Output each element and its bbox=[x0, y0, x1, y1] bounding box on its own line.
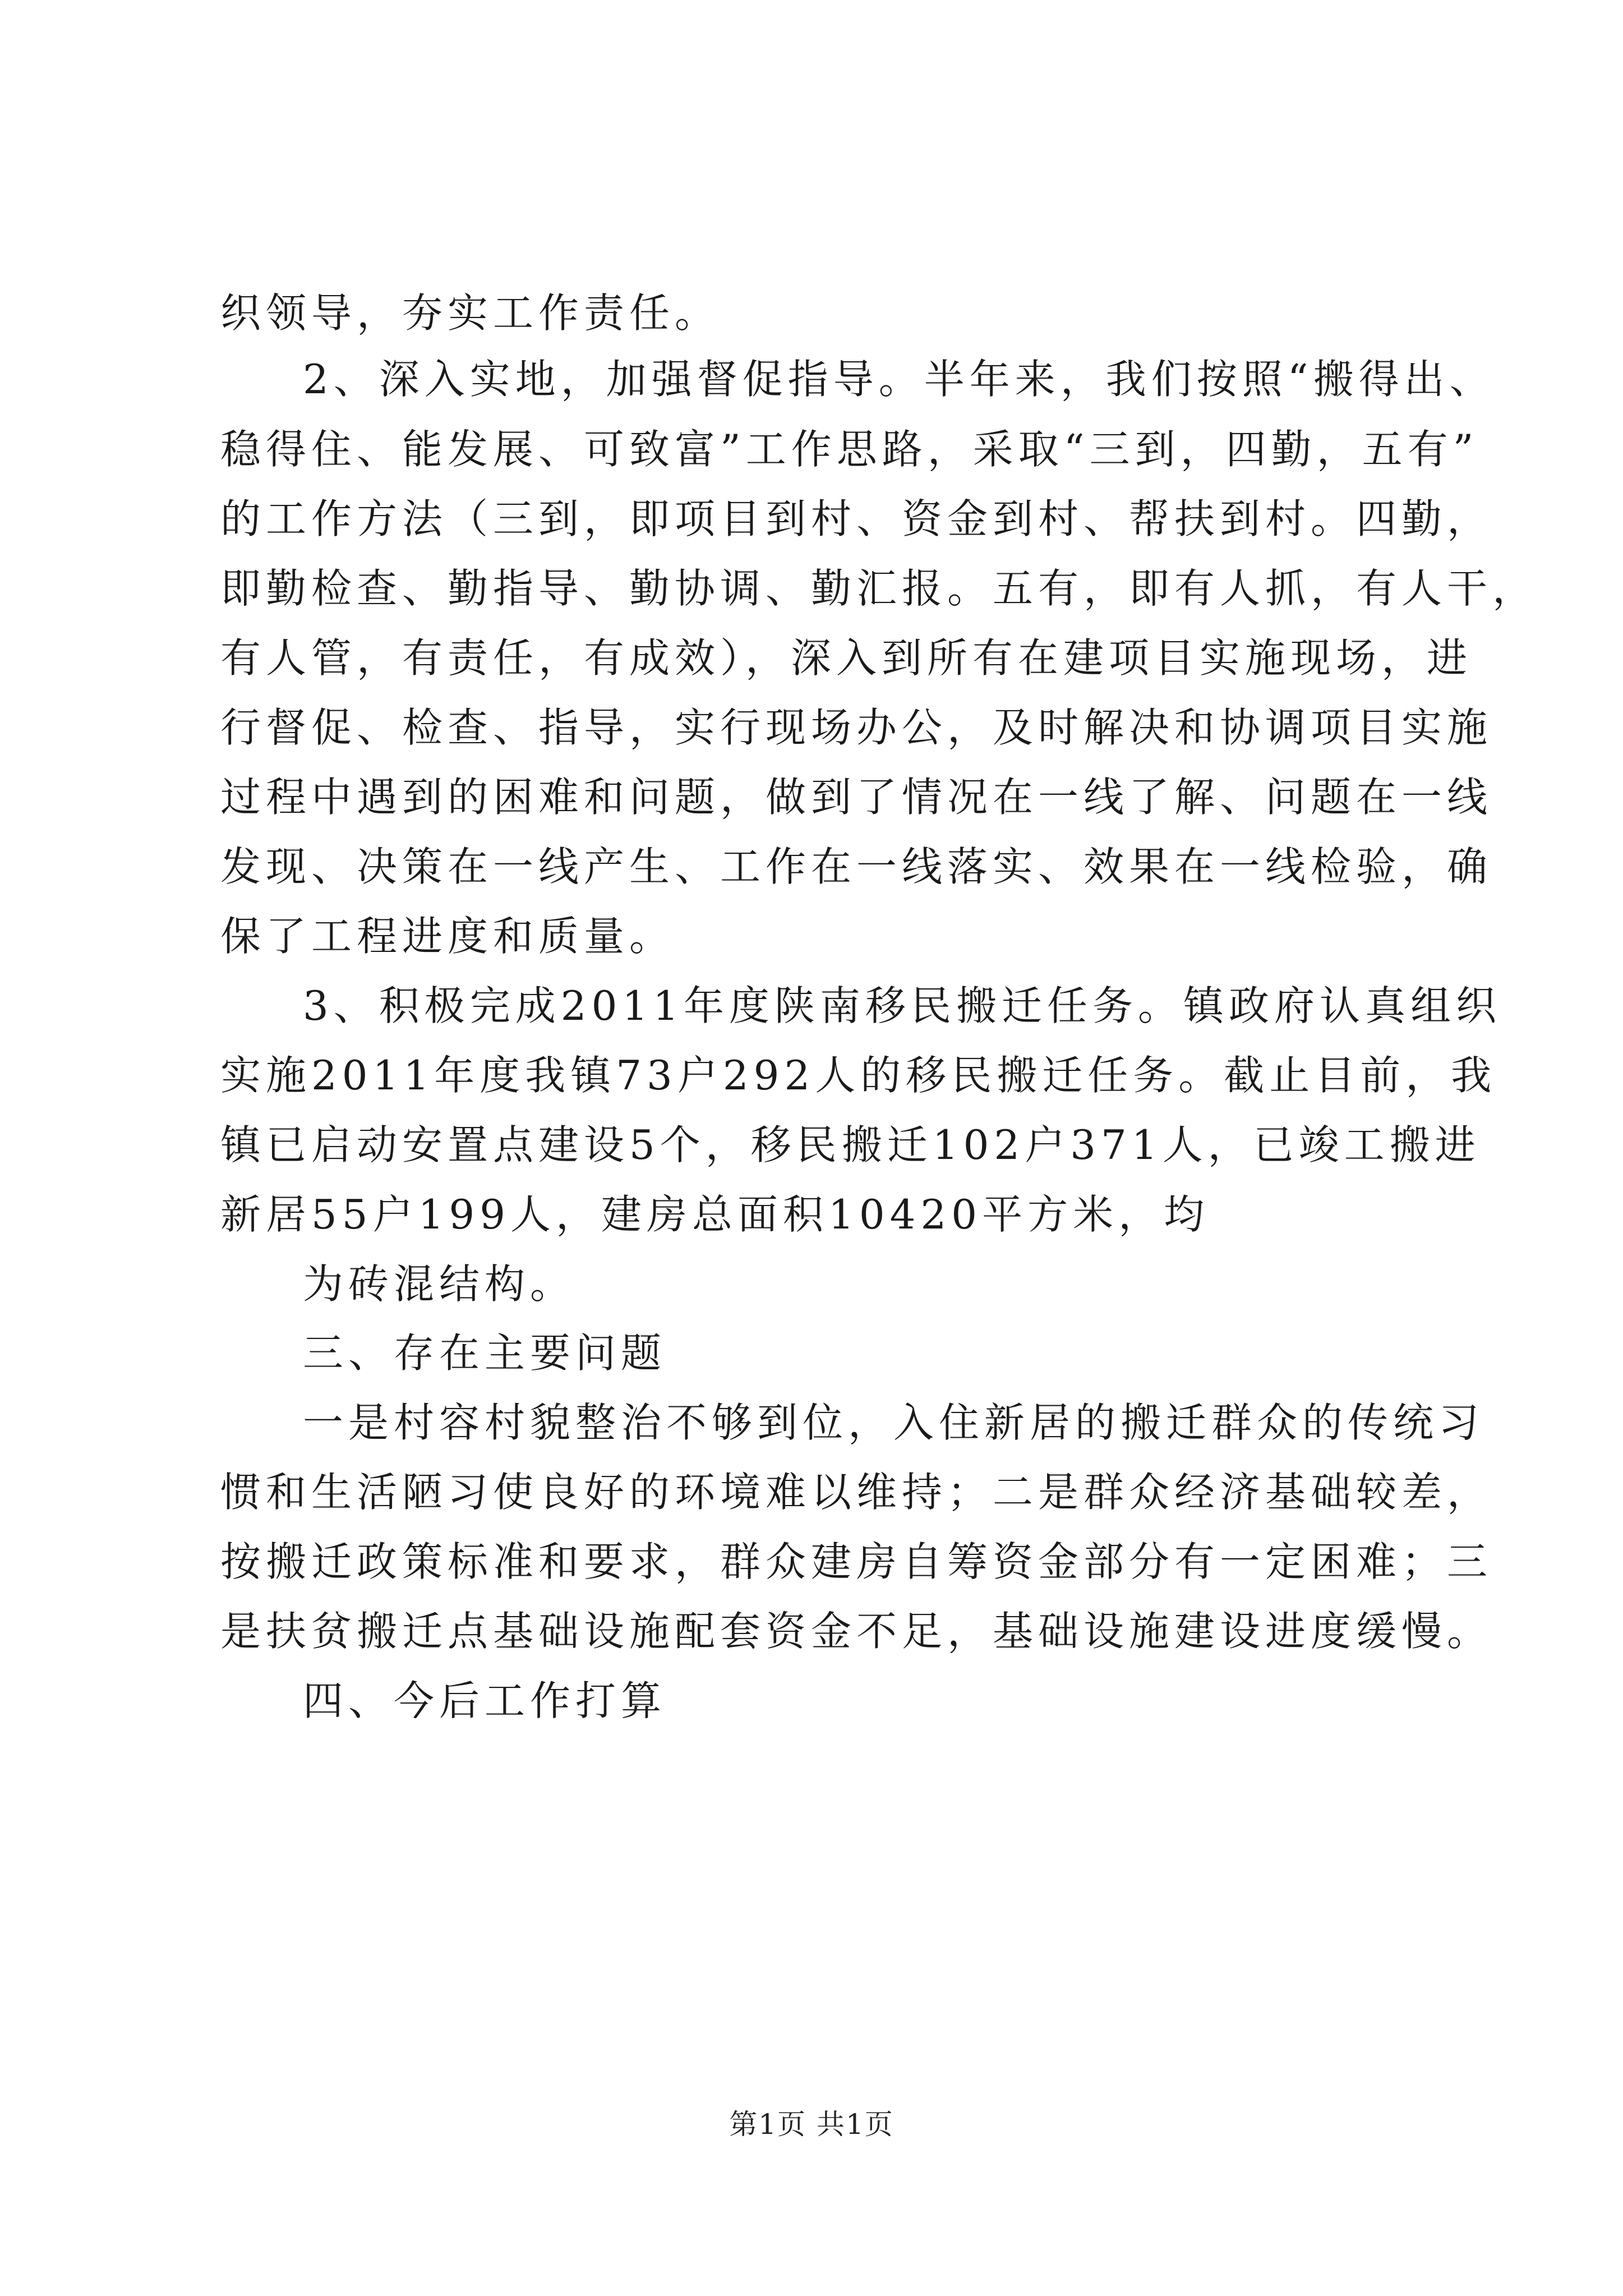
text-line-6: 有人管，有责任，有成效），深入到所有在建项目实施现场，进 bbox=[220, 634, 1473, 682]
text-line-19: 按搬迁政策标准和要求，群众建房自筹资金部分有一定困难；三 bbox=[220, 1538, 1493, 1585]
text-line-14: 新居55户199人，建房总面积10420平方米，均 bbox=[220, 1191, 1210, 1238]
text-line-12: 实施2011年度我镇73户292人的移民搬迁任务。截止目前，我 bbox=[220, 1052, 1497, 1099]
text-line-18: 惯和生活陋习使良好的环境难以维持；二是群众经济基础较差， bbox=[220, 1469, 1493, 1516]
text-line-13: 镇已启动安置点建设5个，移民搬迁102户371人，已竣工搬进 bbox=[220, 1121, 1481, 1168]
text-line-17: 一是村容村貌整治不够到位，入住新居的搬迁群众的传统习 bbox=[303, 1399, 1484, 1446]
text-line-9: 发现、决策在一线产生、工作在一线落实、效果在一线检验，确 bbox=[220, 843, 1493, 890]
text-line-4: 的工作方法（三到，即项目到村、资金到村、帮扶到村。四勤， bbox=[220, 495, 1493, 542]
text-line-7: 行督促、检查、指导，实行现场办公，及时解决和协调项目实施 bbox=[220, 704, 1493, 751]
page-number-footer: 第1页 共1页 bbox=[729, 2108, 894, 2141]
text-line-10: 保了工程进度和质量。 bbox=[220, 913, 675, 960]
section-heading-plans: 四、今后工作打算 bbox=[303, 1677, 667, 1724]
text-line-15: 为砖混结构。 bbox=[303, 1260, 576, 1308]
section-heading-problems: 三、存在主要问题 bbox=[303, 1329, 667, 1377]
text-line-5: 即勤检查、勤指导、勤协调、勤汇报。五有，即有人抓，有人干， bbox=[220, 565, 1538, 612]
text-line-3: 稳得住、能发展、可致富”工作思路，采取“三到，四勤，五有” bbox=[220, 426, 1479, 473]
text-line-8: 过程中遇到的困难和问题，做到了情况在一线了解、问题在一线 bbox=[220, 774, 1493, 821]
text-line-1: 织领导，夯实工作责任。 bbox=[220, 289, 721, 337]
text-line-20: 是扶贫搬迁点基础设施配套资金不足，基础设施建设进度缓慢。 bbox=[220, 1608, 1493, 1655]
text-line-2: 2、深入实地，加强督促指导。半年来，我们按照“搬得出、 bbox=[303, 356, 1495, 403]
text-line-11: 3、积极完成2011年度陕南移民搬迁任务。镇政府认真组织 bbox=[303, 982, 1502, 1029]
